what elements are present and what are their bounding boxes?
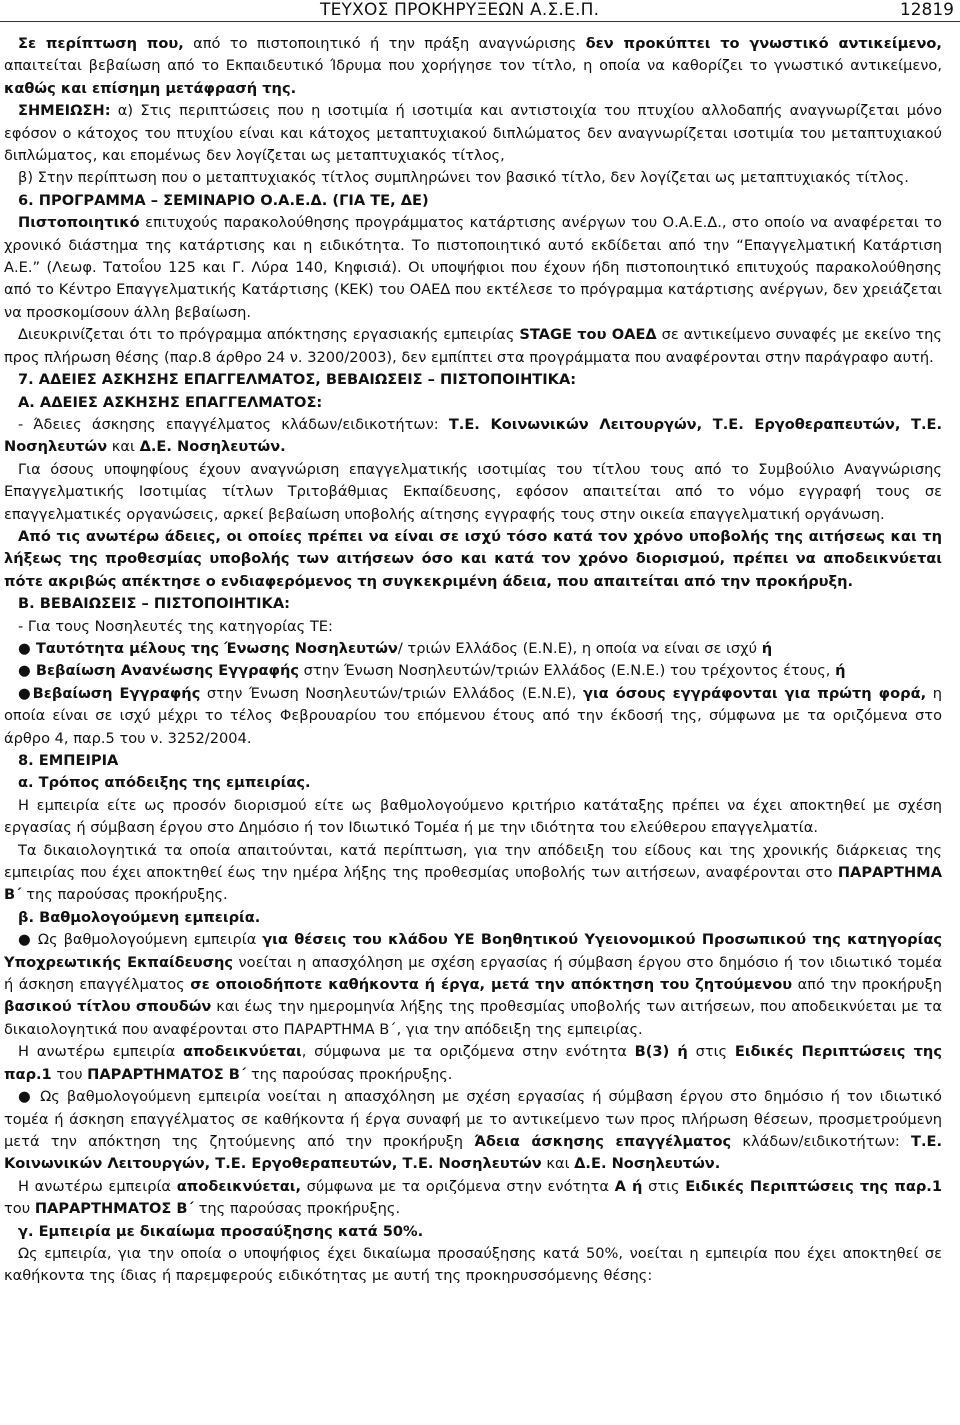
bold-text-run: δεν προκύπτει το γνωστικό αντικείμενο,: [585, 35, 942, 52]
text-run: - Άδειες άσκησης επαγγέλματος κλάδων/ειδικοτήτων:: [18, 415, 449, 433]
bold-text-run: Δ.Ε. Νοσηλευτών.: [574, 1155, 721, 1173]
text-run: Η ανωτέρω εμπειρία: [18, 1043, 183, 1061]
bold-text-run: 6. ΠΡΟΓΡΑΜΜΑ – ΣΕΜΙΝΑΡΙΟ Ο.Α.Ε.Δ. (ΓΙΑ ΤΕ, ΔΕ): [18, 191, 429, 209]
paragraph: [4, 324, 942, 369]
bold-text-run: ● Βεβαίωση Ανανέωσης Εγγραφής: [18, 662, 300, 680]
paragraph: [4, 772, 942, 794]
text-run: απαιτείται βεβαίωση από το Εκπαιδευτικό Ίδρυμα που χορήγησε τον τίτλο, η οποία να καθορίζει το γνωστικό αντικείμενο,: [4, 57, 942, 75]
text-run: από την προκήρυξη: [792, 976, 942, 994]
bold-text-run: καθώς και επίσημη μετάφρασή της.: [4, 79, 297, 97]
paragraph: [4, 212, 942, 324]
paragraph: [4, 459, 942, 526]
bold-text-run: Από τις ανωτέρω άδειες, οι οποίες πρέπει να είναι σε ισχύ τόσο κατά τον χρόνο υποβολής της αιτήσεως και τη λήξεως της προθεσμίας υποβολής των αιτήσεων όσο και κατά τον χρόνο διορισμού, πρέπει να αποδεικνύεται πότε ακριβώς απέκτησε ο ενδιαφερόμενος τη συγκεκριμένη άδεια, που απαιτείται από την προκήρυξη.: [4, 527, 942, 590]
text-run: κλάδων/ειδικοτήτων:: [731, 1132, 911, 1150]
paragraph: [4, 414, 942, 459]
page-number: 12819: [899, 0, 954, 20]
paragraph: [4, 1176, 942, 1221]
text-run: Τα δικαιολογητικά τα οποία απαιτούνται, κατά περίπτωση, για την απόδειξη του είδους και της χρονικής διάρκειας της εμπειρίας που έχει αποκτηθεί έως την ημέρα λήξης της προθεσμίας υποβολής των αιτήσεων, αναφέρονται στο: [4, 841, 942, 882]
bold-text-run: ΣΗΜΕΙΩΣΗ:: [18, 102, 111, 120]
gazette-title: ΤΕΥΧΟΣ ΠΡΟΚΗΡΥΞΕΩΝ Α.Σ.Ε.Π.: [320, 0, 600, 20]
text-run: του: [51, 1065, 88, 1083]
bold-text-run: ● Ταυτότητα μέλους της Ένωσης Νοσηλευτών: [18, 639, 398, 657]
bold-text-run: αποδεικνύεται: [183, 1043, 302, 1061]
header-divider: [0, 21, 960, 22]
bold-text-run: STAGE του ΟΑΕΔ: [519, 326, 657, 344]
paragraph: [4, 907, 942, 929]
text-run: στην Ένωση Νοσηλευτών/τριών Ελλάδος (Ε.Ν.Ε.) του τρέχοντος έτους,: [299, 662, 836, 680]
paragraph: [4, 167, 942, 189]
bold-text-run: Α ή: [614, 1177, 643, 1195]
bold-text-run: σε οποιοδήποτε καθήκοντα ή έργα, μετά την απόκτηση του ζητούμενου: [190, 976, 793, 994]
bold-text-run: για θέσεις του κλάδου ΥΕ Βοηθητικού Υγειονομικού Προσωπικού της κατηγορίας Υποχρεωτικής Εκπαίδευσης: [4, 931, 942, 971]
bold-text-run: ή: [761, 639, 773, 657]
text-run: στην Ένωση Νοσηλευτών/τριών Ελλάδος (Ε.Ν.Ε),: [200, 684, 584, 702]
bold-text-run: Ειδικές Περιπτώσεις της παρ.1: [4, 1043, 942, 1083]
text-run: , σύμφωνα με τα οριζόμενα στην ενότητα: [301, 1043, 635, 1061]
text-run: ● Ως βαθμολογούμενη εμπειρία νοείται η απασχόληση με σχέση εργασίας ή σύμβαση έργου στο δημόσιο ή τον ιδιωτικό τομέα ή άσκηση επαγγέλματος σε καθήκοντα ή έργα συναφή με το αντικείμενο των προς πλήρωση θέσεων, προσμετρούμενη μετά την απόκτηση της ζητούμενης από την προκήρυξη: [4, 1088, 942, 1150]
text-run: ● Ως βαθμολογούμενη εμπειρία: [18, 931, 263, 949]
bold-text-run: Τ.Ε. Κοινωνικών Λειτουργών, Τ.Ε. Εργοθεραπευτών, Τ.Ε. Νοσηλευτών: [4, 415, 942, 456]
paragraph: [4, 33, 942, 100]
text-run: Η ανωτέρω εμπειρία: [18, 1177, 177, 1195]
text-run: επιτυχούς παρακολούθησης προγράμματος κατάρτισης ανέργων του Ο.Α.Ε.Δ., στο οποίο να αναφέρεται το χρονικό διάστημα της κατάρτισης και η ειδικότητα. Το πιστοποιητικό αυτό εκδίδεται από την “Επαγγελματική Κατάρτιση Α.Ε.” (Λεωφ. Τατοΐου 125 και Γ. Λύρα 140, Κηφισιά). Οι υποψήφιοι που έχουν ήδη πιστοποιητικό επιτυχούς παρακολούθησης από το Κέντρο Επαγγελματικής Κατάρτισης (ΚΕΚ) του ΟΑΕΔ που εκτέλεσε το πρόγραμμα κατάρτισης ανέργων, δεν χρειάζεται να προσκομίσουν άλλη βεβαίωση.: [4, 214, 942, 321]
text-run: της παρούσας προκήρυξης.: [193, 1200, 401, 1218]
paragraph: [4, 1041, 942, 1086]
paragraph: [4, 1221, 942, 1243]
paragraph: [4, 840, 942, 907]
text-run: Για όσους υποψηφίους έχουν αναγνώριση επαγγελματικής ισοτιμίας του τίτλου τους από το Συμβούλιο Αναγνώρισης Επαγγελματικής Ισοτιμίας τίτλων Τριτοβάθμιας Εκπαίδευσης, εφόσον απαιτείται από το νόμο εγγραφή τους σε επαγγελματικές οργανώσεις, αρκεί βεβαίωση υποβολής αίτησης εγγραφής τους στην οικεία επαγγελματική οργάνωση.: [4, 460, 942, 523]
text-run: Η εμπειρία είτε ως προσόν διορισμού είτε ως βαθμολογούμενο κριτήριο κατάταξης πρέπει να έχει αποκτηθεί με σχέση εργασίας ή σύμβαση έργου στο Δημόσιο ή τον Ιδιωτικό Τομέα ή με την ιδιότητα του ελεύθερου επαγγελματία.: [4, 796, 942, 837]
text-run: σύμφωνα με τα οριζόμενα στην ενότητα: [301, 1177, 615, 1195]
paragraph: [4, 392, 942, 414]
bold-text-run: Α. ΑΔΕΙΕΣ ΑΣΚΗΣΗΣ ΕΠΑΓΓΕΛΜΑΤΟΣ:: [18, 393, 323, 411]
paragraph: [4, 750, 942, 772]
text-run: και έως την ημερομηνία λήξης της προθεσμίας υποβολής των αιτήσεων, που αποδεικνύεται με τα δικαιολογητικά που αναφέρονται στο ΠΑΡΑΡΤΗΜΑ Β΄, για την απόδειξη της εμπειρίας.: [4, 998, 943, 1038]
text-run: Διευκρινίζεται ότι το πρόγραμμα απόκτησης εργασιακής εμπειρίας: [18, 326, 520, 344]
bold-text-run: Δ.Ε. Νοσηλευτών.: [139, 438, 286, 456]
bold-text-run: Β. ΒΕΒΑΙΩΣΕΙΣ – ΠΙΣΤΟΠΟΙΗΤΙΚΑ:: [18, 595, 290, 613]
text-run: του: [4, 1200, 35, 1218]
text-run: β) Στην περίπτωση που ο μεταπτυχιακός τίτλος συμπληρώνει τον βασικό τίτλο, δεν λογίζεται ως μεταπτυχιακός τίτλος.: [18, 169, 909, 187]
bold-text-run: ή: [835, 662, 846, 680]
paragraph: [4, 190, 942, 212]
paragraph: [4, 638, 942, 660]
bold-text-run: γ. Εμπειρία με δικαίωμα προσαύξησης κατά 50%.: [18, 1222, 424, 1240]
bold-text-run: Άδεια άσκησης επαγγέλματος: [474, 1132, 732, 1150]
text-run: και: [107, 438, 140, 456]
paragraph: [4, 526, 942, 593]
text-run: από το πιστοποιητικό ή την πράξη αναγνώρισης: [183, 35, 586, 52]
bold-text-run: Σε περίπτωση που,: [18, 35, 184, 52]
document-body: [4, 33, 942, 1288]
text-run: σε αντικείμενο συναφές με εκείνο της προς πλήρωση θέσης (παρ.8 άρθρο 24 ν. 3200/2003), δεν εμπίπτει στα προγράμματα που αναφέρονται στην παράγραφο αυτή.: [4, 326, 942, 366]
bold-text-run: για όσους εγγράφονται για πρώτη φορά,: [583, 684, 927, 702]
paragraph: [4, 683, 942, 750]
text-run: νοείται η απασχόληση με σχέση εργασίας ή σύμβαση έργου στο δημόσιο ή τον ιδιωτικό τομέα ή άσκηση επαγγέλματος: [4, 953, 942, 994]
bold-text-run: β. Βαθμολογούμενη εμπειρία.: [18, 908, 261, 926]
text-run: της παρούσας προκήρυξης.: [246, 1065, 453, 1083]
bold-text-run: ΠΑΡΑΡΤΗΜΑΤΟΣ Β΄: [87, 1065, 247, 1083]
paragraph: [4, 100, 942, 167]
text-run: στις: [642, 1177, 686, 1195]
bold-text-run: βασικού τίτλου σπουδών: [4, 998, 212, 1016]
text-run: α) Στις περιπτώσεις που η ισοτιμία ή ισοτιμία και αντιστοιχία του πτυχίου αλλοδαπής αναγνωρίζεται μόνο εφόσον ο κάτοχος του πτυχίου είναι και κάτοχος μεταπτυχιακού διπλώματος δεν αναγνωρίζεται ισοτιμία του μεταπτυχιακού διπλώματος, και επομένως δεν λογίζεται ως μεταπτυχιακός τίτλος,: [4, 102, 942, 165]
bold-text-run: ΠΑΡΑΡΤΗΜΑ Β΄: [4, 864, 942, 904]
text-run: Ως εμπειρία, για την οποία ο υποψήφιος έχει δικαίωμα προσαύξησης κατά 50%, νοείται η εμπειρία που έχει αποκτηθεί σε καθήκοντα της ίδιας ή παρεμφερούς ειδικότητας με αυτή της προκηρυσσόμενης θέσης:: [4, 1244, 942, 1285]
paragraph: [4, 660, 942, 682]
bold-text-run: 7. ΑΔΕΙΕΣ ΑΣΚΗΣΗΣ ΕΠΑΓΓΕΛΜΑΤΟΣ, ΒΕΒΑΙΩΣΕΙΣ – ΠΙΣΤΟΠΟΙΗΤΙΚΑ:: [18, 371, 577, 389]
bold-text-run: Β(3) ή: [634, 1043, 688, 1061]
page-header: [0, 0, 960, 22]
paragraph: [4, 616, 942, 638]
bold-text-run: ΠΑΡΑΡΤΗΜΑΤΟΣ Β΄: [34, 1200, 194, 1218]
paragraph: [4, 929, 942, 1041]
paragraph: [4, 1243, 942, 1288]
bold-text-run: Πιστοποιητικό: [18, 214, 140, 232]
bold-text-run: α. Τρόπος απόδειξης της εμπειρίας.: [18, 774, 311, 792]
bold-text-run: αποδεικνύεται,: [176, 1177, 302, 1195]
paragraph: [4, 369, 942, 391]
bold-text-run: Ειδικές Περιπτώσεις της παρ.1: [685, 1177, 942, 1195]
text-run: η οποία είναι σε ισχύ μέχρι το τέλος Φεβρουαρίου του επόμενου έτους από την έκδοσή της, σύμφωνα με τα οριζόμενα στο άρθρο 4, παρ.5 του ν. 3252/2004.: [4, 684, 942, 747]
text-run: και: [541, 1155, 575, 1173]
text-run: στις: [687, 1043, 735, 1061]
text-run: / τριών Ελλάδος (Ε.Ν.Ε), η οποία να είναι σε ισχύ: [397, 639, 762, 657]
paragraph: [4, 593, 942, 615]
text-run: της παρούσας προκήρυξης.: [21, 886, 228, 904]
bold-text-run: ●Βεβαίωση Εγγραφής: [18, 684, 201, 702]
bold-text-run: Τ.Ε. Κοινωνικών Λειτουργών, Τ.Ε. Εργοθεραπευτών, Τ.Ε. Νοσηλευτών: [4, 1132, 943, 1173]
paragraph: [4, 1086, 942, 1176]
paragraph: [4, 795, 942, 840]
text-run: - Για τους Νοσηλευτές της κατηγορίας ΤΕ:: [18, 617, 333, 635]
bold-text-run: 8. ΕΜΠΕΙΡΙΑ: [18, 752, 119, 769]
